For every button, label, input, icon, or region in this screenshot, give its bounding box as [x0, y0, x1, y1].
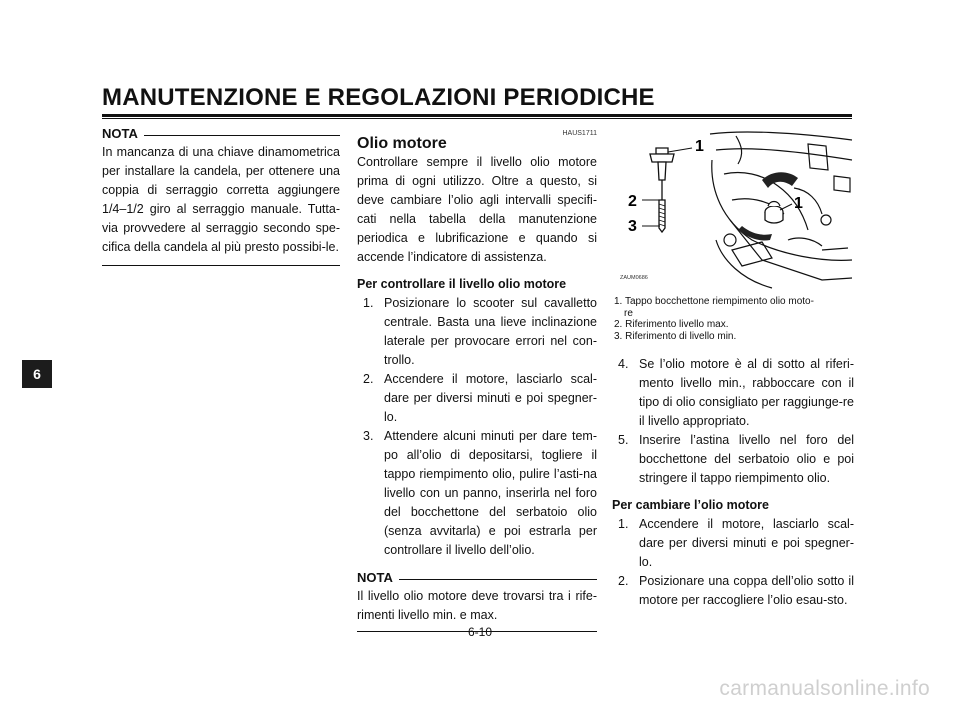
nota-rule [144, 135, 340, 136]
reference-code: HAUS1711 [562, 130, 597, 137]
callout-1-cap: 1 [794, 195, 803, 212]
header-rule [102, 114, 852, 117]
caption-item-cont: re [624, 307, 633, 319]
list-item: 1. Accendere il motore, lasciarlo scal-dare per diversi minuti e poi spegner-lo. [618, 517, 854, 569]
nota-label: NOTA [102, 126, 138, 141]
watermark: carmanualsonline.info [719, 677, 930, 700]
figure-captions [614, 296, 854, 342]
section-intro: Controllare sempre il livello olio motore prima di ogni utilizzo. Oltre a questo, si deve cambiare l’olio agli intervalli specifi-cati nella tabella della manutenzione periodica e lubrificazione e quando si accende l’indicatore di assistenza. [357, 155, 597, 264]
nota-end-rule [102, 265, 340, 266]
nota-label: NOTA [357, 570, 393, 585]
nota-rule [399, 579, 597, 580]
callout-2: 2 [628, 193, 637, 210]
caption-item: 1. Tappo bocchettone riempimento olio moto- [614, 296, 814, 307]
nota-text-2: Il livello olio motore deve trovarsi tra i rife-rimenti livello min. e max. [357, 589, 597, 622]
right-column-text [612, 355, 854, 610]
page-header-title: MANUTENZIONE E REGOLAZIONI PERIODICHE [102, 84, 655, 111]
check-steps [357, 294, 597, 560]
oil-dipstick-drawing [612, 130, 854, 290]
check-heading: Per controllare il livello olio motore [357, 277, 567, 291]
chapter-tab: 6 [22, 360, 52, 388]
page-number: 6-10 [467, 625, 493, 639]
list-item: 4. Se l’olio motore è al di sotto al riferi-mento livello min., rabboccare con il tipo di olio consigliato per raggiunge-re il livello appropriato. [618, 357, 854, 428]
caption-item: 3. Riferimento di livello min. [614, 330, 737, 342]
list-item: 3. Attendere alcuni minuti per dare tem-po all’olio di depositarsi, togliere il tappo riempimento olio, pulire l’asti-na livello con un panno, inserirla nel foro del bocchettone del serbatoio olio (senza avvitarla) e poi estrarla per controllare il livello dell’olio. [363, 429, 597, 557]
list-item: 2. Accendere il motore, lasciarlo scal-dare per diversi minuti e poi spegner-lo. [363, 372, 597, 424]
callout-1-dipstick: 1 [695, 138, 704, 155]
change-steps [612, 515, 854, 610]
left-column [102, 124, 340, 266]
change-heading: Per cambiare l’olio motore [612, 498, 769, 512]
nota-heading-2 [357, 568, 597, 587]
nota-text: In mancanza di una chiave dinamometrica per installare la candela, per ottenere una coppia di serraggio corretta aggiungere 1/4–1/2 giro al serraggio manuale. Tutta-via provvedere al serraggio secondo spe-cifica della candela al più presto possibi-le. [102, 145, 340, 254]
figure-code: ZAUM0686 [620, 275, 648, 281]
header-rule-thin [102, 118, 852, 119]
middle-column [357, 124, 597, 632]
callout-3: 3 [628, 218, 637, 235]
check-steps-continued [612, 355, 854, 488]
list-item: 2. Posizionare una coppa dell’olio sotto il motore per raccogliere l’olio esau-sto. [618, 574, 854, 607]
list-item: 5. Inserire l’astina livello nel foro del bocchettone del serbatoio olio e poi stringere il tappo riempimento olio. [618, 433, 854, 485]
list-item: 1. Posizionare lo scooter sul cavalletto centrale. Basta una lieve inclinazione laterale per provocare errori nel con-trollo. [363, 296, 597, 367]
section-title: Olio motore [357, 135, 447, 152]
oil-filler-illustration [612, 130, 854, 290]
caption-item: 2. Riferimento livello max. [614, 319, 729, 330]
nota-heading [102, 124, 340, 143]
